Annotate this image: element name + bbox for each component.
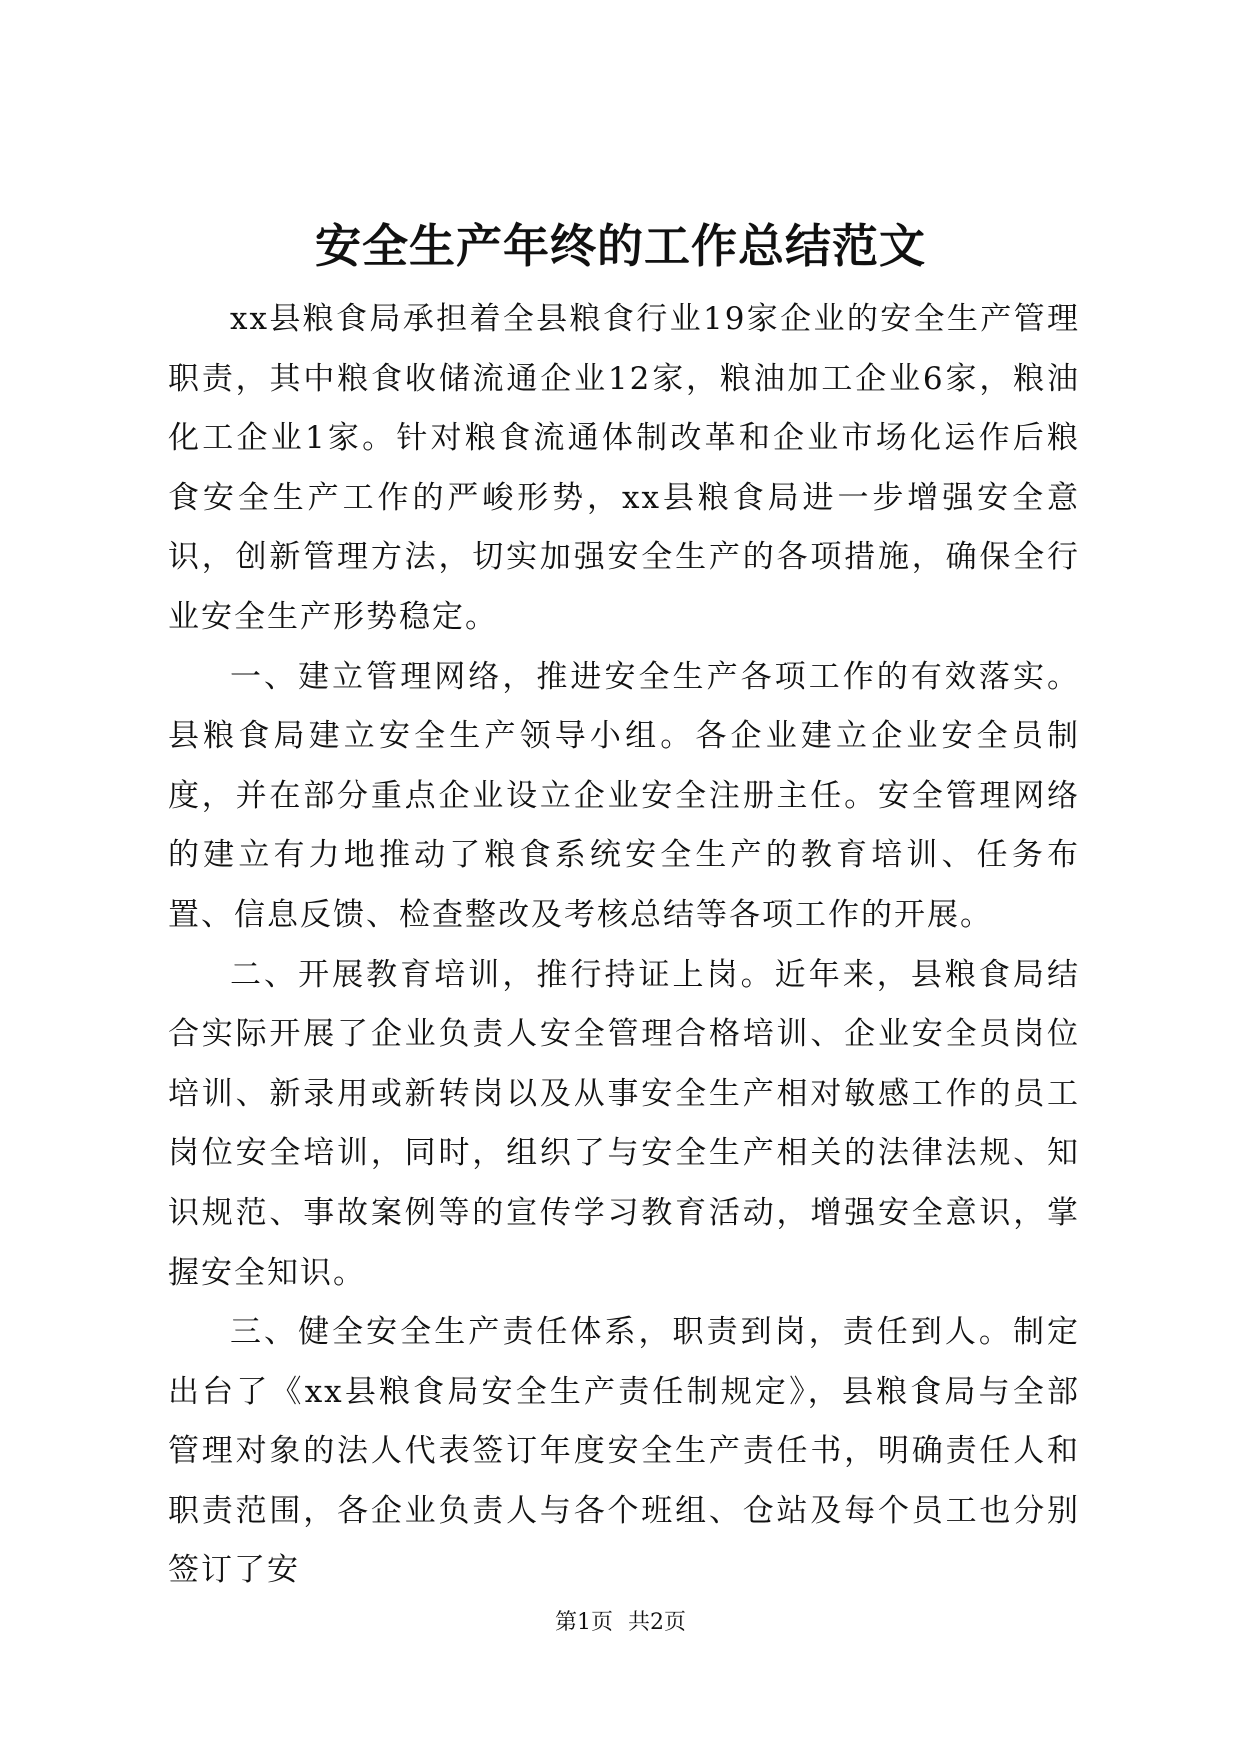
- paragraph-intro: xx县粮食局承担着全县粮食行业19家企业的安全生产管理职责，其中粮食收储流通企业12家，粮油加工企业6家，粮油化工企业1家。针对粮食流通体制改革和企业市场化运作后粮食安全生产工作的严峻形势，xx县粮食局进一步增强安全意识，创新管理方法，切实加强安全生产的各项措施，确保全行业安全生产形势稳定。: [168, 301, 1080, 635]
- paragraph-section-1: 一、建立管理网络，推进安全生产各项工作的有效落实。县粮食局建立安全生产领导小组。各企业建立企业安全员制度，并在部分重点企业设立企业安全注册主任。安全管理网络的建立有力地推动了粮食系统安全生产的教育培训、任务布置、信息反馈、检查整改及考核总结等各项工作的开展。: [168, 658, 1080, 933]
- page-footer: [0, 1608, 1241, 1638]
- paragraph-section-2: 二、开展教育培训，推行持证上岗。近年来，县粮食局结合实际开展了企业负责人安全管理合格培训、企业安全员岗位培训、新录用或新转岗以及从事安全生产相对敏感工作的员工岗位安全培训，同时，组织了与安全生产相关的法律法规、知识规范、事故案例等的宣传学习教育活动，增强安全意识，掌握安全知识。: [168, 956, 1080, 1291]
- page-total: 共2页: [628, 1610, 686, 1635]
- document-body: [168, 290, 1080, 1601]
- page-title: 安全生产年终的工作总结范文: [315, 219, 926, 273]
- page-number: 第1页: [555, 1610, 613, 1635]
- paragraph-section-3: 三、健全安全生产责任体系，职责到岗，责任到人。制定出台了《xx县粮食局安全生产责任制规定》，县粮食局与全部管理对象的法人代表签订年度安全生产责任书，明确责任人和职责范围，各企业负责人与各个班组、仓站及每个员工也分别签订了安: [168, 1314, 1080, 1589]
